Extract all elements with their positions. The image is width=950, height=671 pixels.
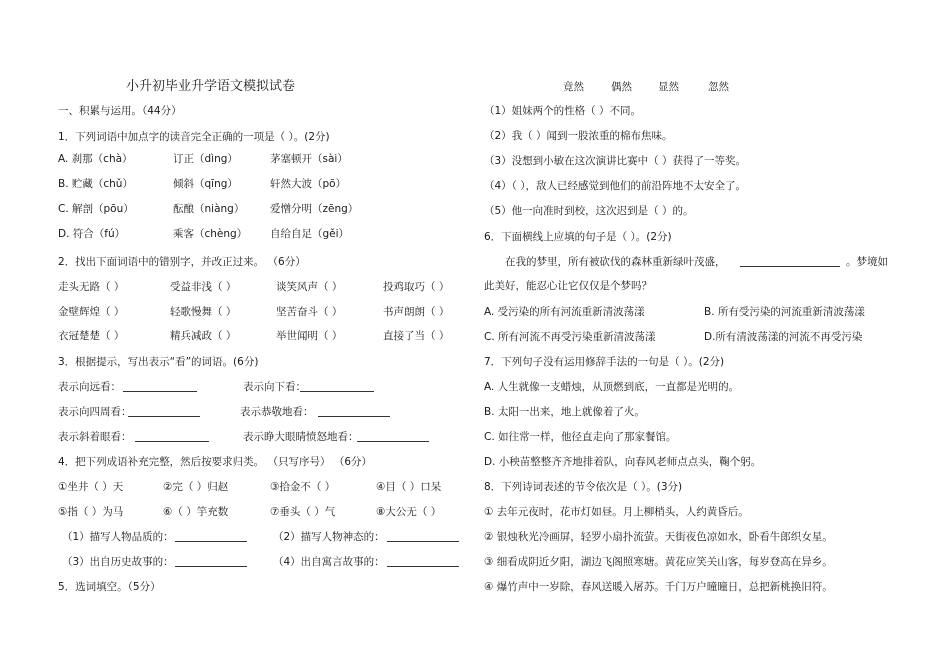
question-8-stem: 8．下列诗词表述的节令依次是（ ）。(3分) — [484, 481, 683, 493]
q2-word: 投鸡取巧（ ） — [383, 281, 450, 293]
q2-word: 书声朗朗（ ） — [383, 306, 450, 318]
q6-option: B. 所有受污染的河流重新清波荡漾 — [704, 306, 865, 318]
q7-option: C. 如往常一样，他径直走向了那家餐馆。 — [484, 431, 677, 443]
question-2-stem: 2．找出下面词语中的错别字，并改正过来。 （6分） — [58, 256, 306, 268]
q1-option-d-1: D. 符合（fú） — [58, 228, 126, 240]
q1-option-d-2: 乘客（chèng） — [173, 228, 248, 240]
question-4-stem: 4．把下列成语补充完整，然后按要求归类。 （只写序号） （6分） — [58, 456, 373, 468]
answer-blank[interactable] — [357, 441, 429, 442]
q1-option-c-3: 爱憎分明（zēng） — [270, 203, 359, 215]
q8-poem: ② 银烛秋光冷画屏，轻罗小扇扑流萤。天街夜色凉如水，卧看牛郎织女星。 — [484, 531, 833, 543]
q5-item: （1）姐妹两个的性格（ ）不同。 — [484, 105, 642, 117]
q4-idiom: ⑧大公无（ ） — [376, 506, 442, 518]
section-heading: 一、积累与运用。（44分） — [58, 105, 182, 117]
q8-poem: ④ 爆竹声中一岁除，春风送暖入屠苏。千门万户曈曈日，总把新桃换旧符。 — [484, 581, 833, 593]
q2-word: 直接了当（ ） — [383, 330, 450, 342]
answer-blank[interactable] — [123, 391, 197, 392]
q7-option: B. 太阳一出来，地上就像着了火。 — [484, 406, 645, 418]
q1-option-b-3: 轩然大波（pō） — [270, 178, 347, 190]
answer-blank[interactable] — [175, 541, 247, 542]
q2-word: 受益非浅（ ） — [170, 281, 237, 293]
q6-option: C. 所有河流不再受污染重新清波荡漾 — [484, 331, 656, 343]
exam-title: 小升初毕业升学语文模拟试卷 — [126, 79, 296, 94]
q5-item: （2）我（ ）闻到一股浓重的棉布焦味。 — [484, 130, 673, 142]
q5-word: 偶然 — [611, 81, 632, 93]
q2-word: 轻歌慢舞（ ） — [170, 306, 237, 318]
q1-option-a-2: 订正（dìng） — [173, 153, 238, 165]
q1-option-b-1: B. 贮藏（chǔ） — [58, 178, 133, 190]
q2-word: 坚苦奋斗（ ） — [276, 306, 343, 318]
q3-prompt: 表示睁大眼睛愤怒地看： — [243, 431, 359, 443]
q4-category: （4）出自寓言故事的： — [273, 556, 385, 568]
q6-passage: 在我的梦里，所有被砍伐的森林重新绿叶茂盛， — [505, 256, 726, 268]
q3-prompt: 表示向下看： — [243, 381, 306, 393]
q4-idiom: ⑦垂头（ ）气 — [270, 506, 336, 518]
q1-option-d-3: 自给自足（gěi） — [270, 228, 350, 240]
q7-option: A. 人生就像一支蜡烛，从顶燃到底，一直都是光明的。 — [484, 381, 740, 393]
q6-passage-cont: 此美好，能忍心让它仅仅是个梦吗？ — [484, 280, 652, 292]
q5-word: 显然 — [658, 81, 679, 93]
q2-word: 精兵减政（ ） — [170, 330, 237, 342]
answer-blank[interactable] — [300, 391, 374, 392]
answer-blank[interactable] — [740, 266, 840, 267]
q4-idiom: ⑤指（ ）为马 — [58, 506, 124, 518]
question-7-stem: 7．下列句子没有运用修辞手法的一句是（ ）。(2分) — [484, 356, 725, 368]
q1-option-c-2: 酝酿（niàng） — [173, 203, 245, 215]
q3-prompt: 表示斜着眼看： — [58, 431, 132, 443]
q4-idiom: ②完（ ）归赵 — [163, 481, 229, 493]
q1-option-c-1: C. 解剖（pōu） — [58, 203, 134, 215]
q1-option-b-2: 倾斜（qīng） — [173, 178, 238, 190]
question-3-stem: 3．根据提示，写出表示“看”的词语。(6分) — [58, 356, 259, 368]
q3-prompt: 表示向远看： — [58, 381, 121, 393]
q7-option: D. 小秧苗整整齐齐地排着队，向春风老师点点头，鞠个躬。 — [484, 456, 762, 468]
question-6-stem: 6．下面横线上应填的句子是（ ）。(2分) — [484, 231, 672, 243]
q2-word: 举世闻明（ ） — [276, 330, 343, 342]
q6-passage-tail: 。梦境如 — [846, 256, 888, 268]
q3-prompt: 表示恭敬地看： — [240, 406, 314, 418]
q5-item: （5）他一向准时到校，这次迟到是（ ）的。 — [484, 205, 694, 217]
answer-blank[interactable] — [318, 416, 390, 417]
q6-option: D.所有清波荡漾的河流不再受污染 — [704, 331, 863, 343]
q4-idiom: ⑥（ ）竽充数 — [163, 506, 229, 518]
q2-word: 谈笑风声（ ） — [276, 281, 343, 293]
q5-item: （3）没想到小敏在这次演讲比赛中（ ）获得了一等奖。 — [484, 155, 747, 167]
answer-blank[interactable] — [135, 441, 209, 442]
q1-option-a-3: 茅塞顿开（sài） — [270, 153, 348, 165]
q1-option-a-1: A. 刹那（chà） — [58, 153, 133, 165]
question-5-stem: 5．选词填空。（5分） — [58, 581, 161, 593]
q8-poem: ③ 细看成阴近夕阳，湖边飞阁照寒塘。黄花应笑关山客，每岁登高在异乡。 — [484, 556, 833, 568]
question-1-stem: 1．下列词语中加点字的读音完全正确的一项是（ ）。(2分) — [58, 131, 330, 143]
q4-category: （3）出自历史故事的： — [62, 556, 174, 568]
q4-category: （2）描写人物神态的： — [273, 531, 385, 543]
q2-word: 走头无路（ ） — [58, 281, 125, 293]
answer-blank[interactable] — [387, 541, 459, 542]
answer-blank[interactable] — [387, 566, 459, 567]
q3-prompt: 表示向四周看： — [58, 406, 132, 418]
q4-idiom: ①坐井（ ）天 — [58, 481, 124, 493]
q4-idiom: ④目（ ）口呆 — [376, 481, 442, 493]
q2-word: 衣冠楚楚（ ） — [58, 330, 125, 342]
q4-idiom: ③拾金不（ ） — [270, 481, 336, 493]
q6-option: A. 受污染的所有河流重新清波荡漾 — [484, 306, 645, 318]
q4-category: （1）描写人物品质的： — [62, 531, 174, 543]
q5-item: （4）（ ），敌人已经感觉到他们的前沿阵地不太安全了。 — [484, 180, 747, 192]
answer-blank[interactable] — [128, 416, 200, 417]
q8-poem: ① 去年元夜时，花市灯如昼。月上柳梢头，人约黄昏后。 — [484, 506, 749, 518]
q2-word: 金壁辉煌（ ） — [58, 306, 125, 318]
q5-word: 竟然 — [563, 81, 584, 93]
answer-blank[interactable] — [175, 566, 247, 567]
q5-word: 忽然 — [708, 81, 729, 93]
